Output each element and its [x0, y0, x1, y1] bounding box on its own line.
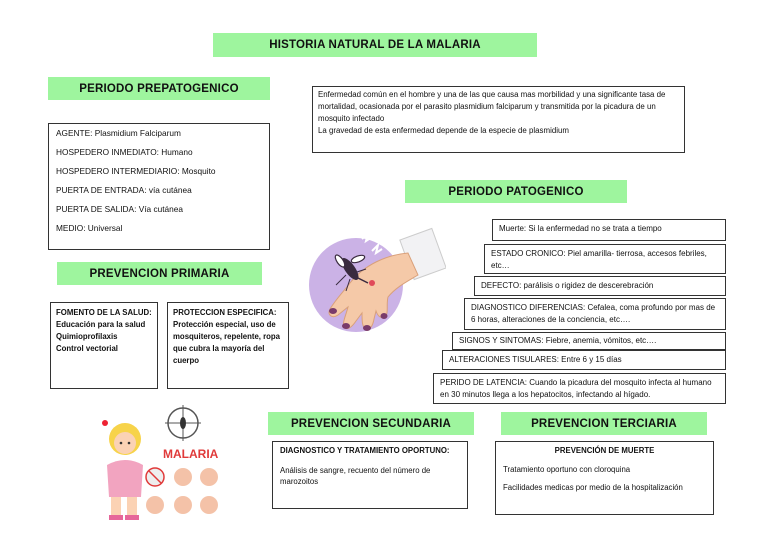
stage-muerte: Muerte: Si la enfermedad no se trata a tiempo	[492, 219, 726, 241]
malaria-logo: MALARIA	[163, 447, 219, 461]
mosquito-bite-illustration	[306, 225, 446, 345]
hospedero-inmediato-item: HOSPEDERO INMEDIATO: Humano	[56, 147, 193, 157]
secundaria-title: DIAGNOSTICO Y TRATAMIENTO OPORTUNO:	[280, 446, 450, 455]
puerta-salida-item: PUERTA DE SALIDA: Vía cutánea	[56, 204, 183, 214]
primaria-header: PREVENCION PRIMARIA	[57, 262, 262, 285]
stage-estado-cronico: ESTADO CRONICO: Piel amarilla- tierrosa, accesos febriles, etc…	[484, 244, 726, 274]
fomento-box: FOMENTO DE LA SALUD: Educación para la salud Quimioprofilaxis Control vectorial	[50, 302, 158, 389]
description-note: La gravedad de esta enfermedad depende de la especie de plasmidium	[318, 125, 569, 135]
hospedero-intermediario-item: HOSPEDERO INTERMEDIARIO: Mosquito	[56, 166, 216, 176]
secundaria-header: PREVENCION SECUNDARIA	[268, 412, 474, 435]
terciaria-header: PREVENCION TERCIARIA	[501, 412, 707, 435]
description-text: Enfermedad común en el hombre y una de las que causa mas morbilidad y una significante tasa de mortalidad, ocasionada por el parasito plasmidium falciparum y transmitida por la picadura de un mosquito infectado	[318, 90, 666, 123]
proteccion-box: PROTECCION ESPECIFICA: Protección especial, uso de mosquiteros, repelente, ropa que cubra la mayoría del cuerpo	[167, 302, 289, 389]
malaria-girl-illustration	[97, 405, 227, 525]
agente-item: AGENTE: Plasmidium Falciparum	[56, 128, 181, 138]
secundaria-box	[272, 441, 468, 509]
description-box	[312, 86, 685, 153]
puerta-entrada-item: PUERTA DE ENTRADA: vía cutánea	[56, 185, 192, 195]
secundaria-text: Análisis de sangre, recuento del número de marozoitos	[280, 465, 431, 487]
terciaria-item-2: Facilidades medicas por medio de la hospitalización	[503, 483, 683, 493]
stage-alteraciones: ALTERACIONES TISULARES: Entre 6 y 15 días	[442, 350, 726, 370]
stage-diagnostico: DIAGNOSTICO DIFERENCIAS: Cefalea, coma profundo por mas de 6 horas, alteraciones de la conciencia, etc….	[464, 298, 726, 330]
terciaria-item-1: Tratamiento oportuno con cloroquina	[503, 464, 631, 474]
stage-latencia: PERIDO DE LATENCIA: Cuando la picadura del mosquito infecta al humano en 30 minutos llega a los hepatocitos, infectando al hígado.	[433, 373, 726, 404]
patogenico-header: PERIODO PATOGENICO	[405, 180, 627, 203]
prepatogenico-box	[48, 123, 270, 250]
terciaria-box	[495, 441, 714, 515]
stage-signos: SIGNOS Y SINTOMAS: Fiebre, anemia, vómitos, etc….	[452, 332, 726, 350]
terciaria-title: PREVENCIÓN DE MUERTE	[554, 446, 655, 455]
stage-defecto: DEFECTO: parálisis o rigidez de descerebración	[474, 276, 726, 296]
medio-item: MEDIO: Universal	[56, 223, 123, 233]
prepatogenico-header: PERIODO PREPATOGENICO	[48, 77, 270, 100]
page-title: HISTORIA NATURAL DE LA MALARIA	[213, 33, 537, 57]
